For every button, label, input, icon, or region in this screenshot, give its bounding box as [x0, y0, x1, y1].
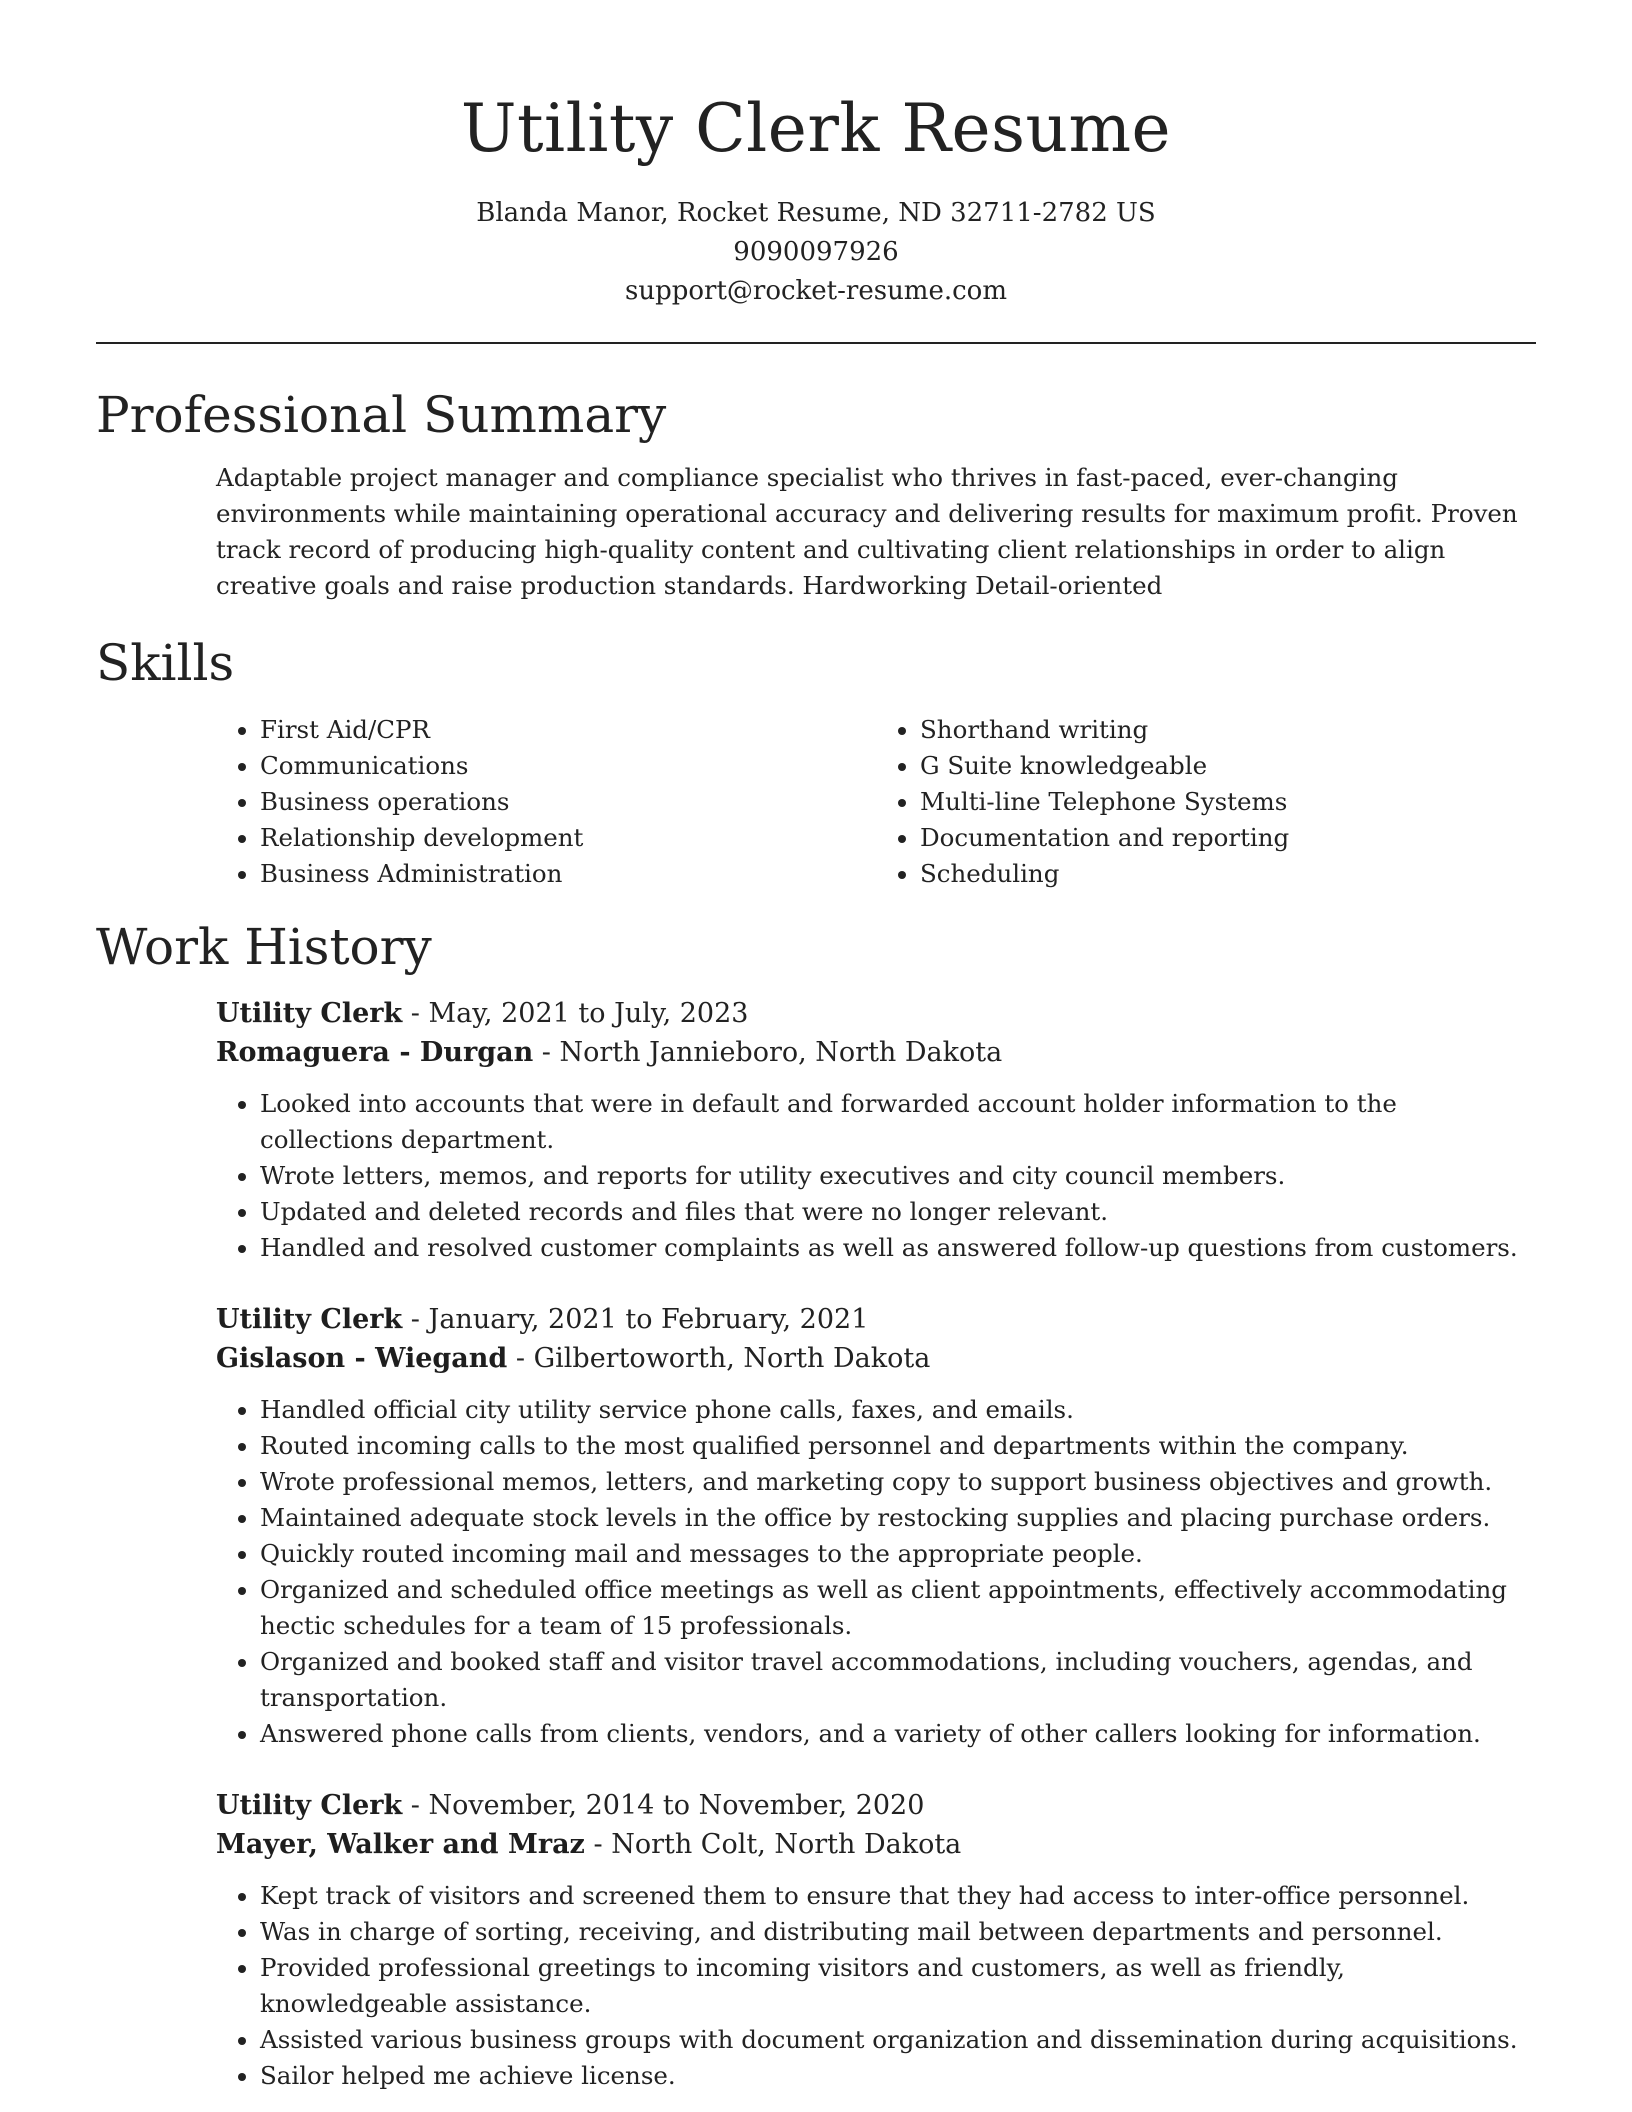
skill-item: • Business operations	[260, 784, 876, 820]
skill-item: • Scheduling	[920, 856, 1536, 892]
skill-item: • Multi-line Telephone Systems	[920, 784, 1536, 820]
resume-body	[96, 378, 1536, 2112]
skills-heading: Skills	[96, 634, 235, 692]
job-bullet: • Wrote letters, memos, and reports for utility executives and city council members.	[260, 1158, 1536, 1194]
skill-item: • Communications	[260, 748, 876, 784]
job-entry	[216, 1300, 1536, 1752]
job-title-line: Utility Clerk - May, 2021 to July, 2023	[216, 998, 749, 1029]
job-bullets	[216, 1392, 1536, 1752]
contact-email: support@rocket-resume.com	[624, 276, 1007, 306]
job-bullet: • Answered phone calls from clients, vendors, and a variety of other callers looking for information.	[260, 1716, 1536, 1752]
job-bullet: • Organized and scheduled office meetings as well as client appointments, effectively accommodating hectic schedules for a team of 15 professionals.	[260, 1572, 1536, 1644]
job-bullet: • Organized and booked staff and visitor travel accommodations, including vouchers, agendas, and transportation.	[260, 1644, 1536, 1716]
job-bullet: • Handled official city utility service phone calls, faxes, and emails.	[260, 1392, 1536, 1428]
job-entry	[216, 994, 1536, 1266]
resume-header	[0, 0, 1632, 311]
job-company: Mayer, Walker and Mraz	[216, 1829, 585, 1860]
contact-phone: 9090097926	[733, 237, 899, 267]
job-company-line: Mayer, Walker and Mraz - North Colt, North Dakota	[216, 1829, 962, 1860]
job-dates: January, 2021 to February, 2021	[428, 1304, 869, 1335]
summary-section	[96, 378, 1536, 604]
job-title: Utility Clerk	[216, 1304, 403, 1335]
job-bullet: • Quickly routed incoming mail and messages to the appropriate people.	[260, 1536, 1536, 1572]
resume-title: Utility Clerk Resume	[460, 90, 1172, 167]
job-bullet: • Handled and resolved customer complaints as well as answered follow-up questions from customers.	[260, 1230, 1536, 1266]
skills-column-left	[216, 712, 876, 892]
skill-item: • Shorthand writing	[920, 712, 1536, 748]
header-divider	[96, 342, 1536, 344]
summary-text: Adaptable project manager and compliance specialist who thrives in fast-paced, ever-changing environments while maintaining operational accuracy and delivering results for maximum profit. Proven track record of producing high-quality content and cultivating client relationships in order to align creative goals and raise production standards. Hardworking Detail-oriented	[216, 463, 1518, 600]
job-bullet: • Routed incoming calls to the most qualified personnel and departments within the company.	[260, 1428, 1536, 1464]
work-history-section	[96, 910, 1536, 2094]
job-dates: May, 2021 to July, 2023	[428, 998, 749, 1029]
job-entry	[216, 1786, 1536, 2094]
job-bullet: • Wrote professional memos, letters, and marketing copy to support business objectives and growth.	[260, 1464, 1536, 1500]
job-title-line: Utility Clerk - November, 2014 to November, 2020	[216, 1790, 925, 1821]
job-bullet: • Assisted various business groups with document organization and dissemination during acquisitions.	[260, 2022, 1536, 2058]
skill-item: • G Suite knowledgeable	[920, 748, 1536, 784]
job-bullet: • Sailor helped me achieve license.	[260, 2058, 1536, 2094]
job-company-line: Gislason - Wiegand - Gilbertoworth, North Dakota	[216, 1343, 931, 1374]
job-company-line: Romaguera - Durgan - North Jannieboro, North Dakota	[216, 1037, 1003, 1068]
job-location: North Jannieboro, North Dakota	[559, 1037, 1003, 1068]
skills-column-right	[876, 712, 1536, 892]
job-company: Gislason - Wiegand	[216, 1343, 508, 1374]
work-history-heading: Work History	[96, 918, 432, 976]
job-title: Utility Clerk	[216, 1790, 403, 1821]
skill-item: • Documentation and reporting	[920, 820, 1536, 856]
job-bullet: • Was in charge of sorting, receiving, and distributing mail between departments and personnel.	[260, 1914, 1536, 1950]
summary-heading: Professional Summary	[96, 386, 667, 444]
job-location: Gilbertoworth, North Dakota	[533, 1343, 931, 1374]
job-bullet: • Looked into accounts that were in default and forwarded account holder information to the collections department.	[260, 1086, 1536, 1158]
job-bullets	[216, 1086, 1536, 1266]
job-title-line: Utility Clerk - January, 2021 to February, 2021	[216, 1304, 869, 1335]
job-dates: November, 2014 to November, 2020	[428, 1790, 925, 1821]
skills-grid	[216, 712, 1536, 892]
job-title: Utility Clerk	[216, 998, 403, 1029]
job-bullet: • Maintained adequate stock levels in the office by restocking supplies and placing purchase orders.	[260, 1500, 1536, 1536]
skill-item: • Relationship development	[260, 820, 876, 856]
job-bullet: • Provided professional greetings to incoming visitors and customers, as well as friendly, knowledgeable assistance.	[260, 1950, 1536, 2022]
contact-address: Blanda Manor, Rocket Resume, ND 32711-2782 US	[476, 198, 1156, 228]
skill-item: • Business Administration	[260, 856, 876, 892]
skill-item: • First Aid/CPR	[260, 712, 876, 748]
job-location: North Colt, North Dakota	[611, 1829, 962, 1860]
job-bullets	[216, 1878, 1536, 2094]
skills-section	[96, 626, 1536, 892]
job-bullet: • Updated and deleted records and files that were no longer relevant.	[260, 1194, 1536, 1230]
job-company: Romaguera - Durgan	[216, 1037, 534, 1068]
job-bullet: • Kept track of visitors and screened them to ensure that they had access to inter-office personnel.	[260, 1878, 1536, 1914]
